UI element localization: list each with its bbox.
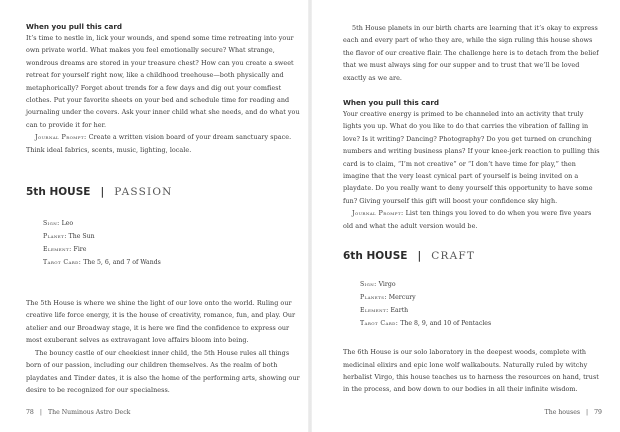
- attribute-planets: Planets: Mercury: [360, 294, 416, 302]
- card-subhead: When you pull this card: [343, 98, 440, 108]
- book-title: The Numinous Astro Deck: [47, 409, 131, 416]
- house-number: 5th HOUSE: [26, 186, 91, 199]
- title-divider: |: [417, 250, 422, 263]
- attribute-element: Element: Fire: [43, 246, 87, 254]
- journal-prompt-label: Journal Prompt:: [35, 133, 87, 142]
- attribute-tarot-card: Tarot Card: The 5, 6, and 7 of Wands: [43, 259, 161, 267]
- section-name: The houses: [544, 409, 581, 416]
- journal-prompt-text: List ten things you loved to do when you were five years old and what the adult version would be.: [343, 209, 592, 230]
- attribute-sign: Sign: Virgo: [360, 281, 396, 289]
- journal-prompt: [343, 207, 602, 232]
- house-attributes: [26, 217, 300, 269]
- house-theme: PASSION: [114, 186, 173, 199]
- card-paragraph: Your creative energy is primed to be channeled into an activity that truly lights you up. What do you like to do that carries the vibration of falling in love? Is it writing? Dancing? Photography? Do you get turned on crunching numbers and writing business plans? If your knee-jerk reaction to pulling this card is to claim, “I’m not creative” or “I don’t have time for play,” then imagine that the very least cynical part of yourself is being invited on a playdate. Do you really want to deny yourself this opportunity to have some fun? Giving yourself this gift will boost your confidence sky high.: [343, 110, 600, 205]
- title-divider: |: [100, 186, 105, 199]
- journal-prompt: [26, 131, 300, 156]
- card-subhead: When you pull this card: [26, 22, 123, 31]
- section-title-5th-house: [26, 186, 300, 198]
- body-paragraph: The bouncy castle of our cheekiest inner child, the 5th House rules all things born of our passion, including our children themselves. As the realm of both playdates and Tinder dates, it is also the home of the performing arts, showing our desire to be recognized for our specialness.: [26, 348, 300, 394]
- house-number: 6th HOUSE: [343, 250, 408, 263]
- body-paragraph: The 5th House is where we shine the light of our love onto the world. Ruling our creative life force energy, it is the house of creativity, romance, fun, and play. Our atelier and our Broadway stage, it is here we find the confidence to express our most exuberant selves as extravagant love affairs bloom into being.: [26, 299, 296, 345]
- page-number: 79: [594, 409, 602, 416]
- attribute-element: Element: Earth: [360, 307, 409, 315]
- house-theme: CRAFT: [431, 250, 476, 263]
- footer-right: [545, 409, 602, 416]
- attribute-tarot-card: Tarot Card: The 8, 9, and 10 of Pentacles: [360, 320, 492, 328]
- journal-prompt-label: Journal Prompt:: [352, 209, 404, 218]
- body-paragraph: The 6th House is our solo laboratory in the deepest woods, complete with medicinal elixirs and epic lone wolf walkabouts. Naturally ruled by witchy herbalist Virgo, this house teaches us to harness the resources on hand, trust in the process, and bow down to our bodies in all their infinite wisdom.: [343, 348, 599, 394]
- journal-prompt-text: Create a written vision board of your dream sanctuary space. Think ideal fabrics, scents, music, lighting, locale.: [26, 133, 292, 154]
- attribute-sign: Sign: Leo: [43, 220, 74, 228]
- house-attributes: [343, 278, 602, 330]
- footer-divider: |: [39, 409, 42, 416]
- right-page: [310, 0, 620, 432]
- footer-divider: |: [586, 409, 589, 416]
- page-number: 78: [26, 409, 34, 416]
- section-title-6th-house: [343, 250, 602, 262]
- footer-left: [26, 409, 130, 416]
- intro-paragraph: 5th House planets in our birth charts are learning that it’s okay to express each and every part of who they are, while the sign ruling this house shows the flavor of our creative flair. The challenge here is to detach from the belief that we must always sing for our supper and to trust that we’ll be loved exactly as we are.: [343, 24, 599, 82]
- attribute-planet: Planet: The Sun: [43, 233, 95, 241]
- intro-paragraph: It’s time to nestle in, lick your wounds, and spend some time retreating into your own private world. What makes you feel emotionally secure? What strange, wondrous dreams are stored in your treasure chest? How can you create a sweet retreat for yourself right now, like a childhood treehouse—both physically and metaphorically? Forget about trends for a few days and dig out your comfiest clothes. Put your favorite sheets on your bed and schedule time for reading and journaling under the covers. Ask your inner child what she needs, and do what you can to provide it for her.: [26, 34, 300, 129]
